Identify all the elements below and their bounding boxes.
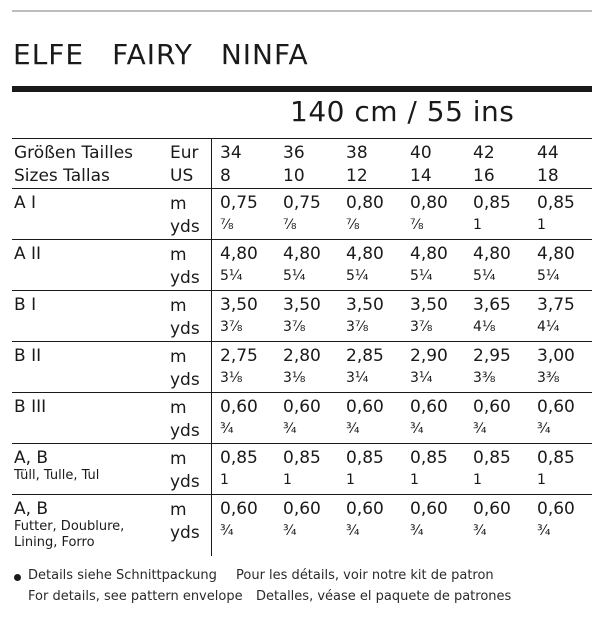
- metric-value: 2,95: [473, 346, 511, 366]
- unit-metric: m: [170, 296, 187, 316]
- fabric-label: Tüll, Tulle, Tul: [14, 468, 100, 483]
- metric-value: 4,80: [473, 244, 511, 264]
- imperial-value: ⅞: [220, 217, 234, 233]
- unit-imperial: yds: [170, 421, 200, 441]
- metric-value: 0,60: [346, 499, 384, 519]
- imperial-value: ¾: [283, 421, 297, 437]
- view-label: A II: [14, 244, 42, 264]
- imperial-value: ⅞: [283, 217, 297, 233]
- unit-imperial: yds: [170, 523, 200, 543]
- imperial-value: 4¼: [537, 319, 560, 335]
- metric-value: 0,60: [220, 499, 258, 519]
- unit-metric: m: [170, 245, 187, 265]
- title-en: FAIRY: [112, 38, 193, 71]
- imperial-value: 5¼: [537, 268, 560, 284]
- view-label: A, B: [14, 448, 49, 468]
- imperial-value: ¾: [220, 523, 234, 539]
- size-eur: 40: [410, 143, 432, 163]
- unit-imperial: yds: [170, 370, 200, 390]
- imperial-value: ¾: [473, 421, 487, 437]
- footer-es: Detalles, véase el paquete de patrones: [256, 589, 512, 604]
- metric-value: 0,60: [410, 397, 448, 417]
- row-divider: [12, 392, 592, 393]
- imperial-value: ¾: [410, 421, 424, 437]
- unit-metric: m: [170, 398, 187, 418]
- imperial-value: 3⅜: [473, 370, 496, 386]
- metric-value: 0,75: [220, 193, 258, 213]
- imperial-value: ¾: [220, 421, 234, 437]
- metric-value: 0,60: [283, 397, 321, 417]
- metric-value: 0,60: [283, 499, 321, 519]
- imperial-value: 3⅞: [346, 319, 369, 335]
- imperial-value: 5¼: [283, 268, 306, 284]
- imperial-value: ¾: [537, 523, 551, 539]
- metric-value: 4,80: [410, 244, 448, 264]
- unit-metric: m: [170, 500, 187, 520]
- imperial-value: 1: [410, 472, 419, 488]
- size-label-de-fr: Größen Tailles: [14, 143, 134, 163]
- metric-value: 0,60: [220, 397, 258, 417]
- metric-value: 0,85: [346, 448, 384, 468]
- size-us: 10: [283, 166, 305, 186]
- title-rule: [12, 86, 592, 92]
- unit-imperial: yds: [170, 268, 200, 288]
- imperial-value: 3⅞: [410, 319, 433, 335]
- metric-value: 3,50: [283, 295, 321, 315]
- size-system-us: US: [170, 166, 194, 186]
- unit-imperial: yds: [170, 319, 200, 339]
- unit-metric: m: [170, 347, 187, 367]
- metric-value: 4,80: [283, 244, 321, 264]
- size-eur: 42: [473, 143, 495, 163]
- imperial-value: 1: [220, 472, 229, 488]
- metric-value: 0,80: [410, 193, 448, 213]
- imperial-value: ¾: [473, 523, 487, 539]
- metric-value: 2,75: [220, 346, 258, 366]
- unit-metric: m: [170, 449, 187, 469]
- imperial-value: 5¼: [346, 268, 369, 284]
- metric-value: 0,85: [473, 193, 511, 213]
- metric-value: 0,85: [220, 448, 258, 468]
- footer-de: Details siehe Schnittpackung: [28, 568, 217, 583]
- metric-value: 3,50: [220, 295, 258, 315]
- imperial-value: 5¼: [473, 268, 496, 284]
- metric-value: 2,85: [346, 346, 384, 366]
- table-top-rule: [12, 138, 592, 139]
- view-label: B II: [14, 346, 42, 366]
- imperial-value: ¾: [410, 523, 424, 539]
- unit-metric: m: [170, 194, 187, 214]
- size-eur: 36: [283, 143, 305, 163]
- title-es: NINFA: [220, 38, 309, 71]
- imperial-value: 5¼: [220, 268, 243, 284]
- imperial-value: 3⅛: [220, 370, 243, 386]
- imperial-value: 3⅛: [283, 370, 306, 386]
- bullet-icon: [14, 574, 21, 581]
- size-eur: 34: [220, 143, 242, 163]
- row-divider: [12, 443, 592, 444]
- imperial-value: 3⅜: [537, 370, 560, 386]
- imperial-value: 1: [537, 472, 546, 488]
- size-us: 16: [473, 166, 495, 186]
- imperial-value: ⅞: [346, 217, 360, 233]
- imperial-value: 3¼: [410, 370, 433, 386]
- imperial-value: ⅞: [410, 217, 424, 233]
- view-label: B III: [14, 397, 47, 417]
- fabric-width: 140 cm / 55 ins: [290, 95, 515, 128]
- imperial-value: 3⅞: [283, 319, 306, 335]
- imperial-value: ¾: [346, 421, 360, 437]
- size-eur: 44: [537, 143, 559, 163]
- unit-imperial: yds: [170, 217, 200, 237]
- imperial-value: 5¼: [410, 268, 433, 284]
- metric-value: 4,80: [220, 244, 258, 264]
- imperial-value: 1: [346, 472, 355, 488]
- title-de: ELFE: [13, 38, 85, 71]
- metric-value: 0,60: [410, 499, 448, 519]
- row-divider: [12, 239, 592, 240]
- imperial-value: 1: [473, 472, 482, 488]
- metric-value: 0,60: [346, 397, 384, 417]
- row-divider: [12, 188, 592, 189]
- metric-value: 0,85: [473, 448, 511, 468]
- imperial-value: 1: [473, 217, 482, 233]
- size-us: 18: [537, 166, 559, 186]
- metric-value: 0,85: [537, 193, 575, 213]
- metric-value: 4,80: [537, 244, 575, 264]
- imperial-value: ¾: [346, 523, 360, 539]
- metric-value: 0,80: [346, 193, 384, 213]
- unit-imperial: yds: [170, 472, 200, 492]
- row-divider: [12, 341, 592, 342]
- imperial-value: 1: [283, 472, 292, 488]
- view-label: B I: [14, 295, 37, 315]
- imperial-value: ¾: [537, 421, 551, 437]
- metric-value: 3,75: [537, 295, 575, 315]
- metric-value: 0,60: [537, 499, 575, 519]
- imperial-value: 1: [537, 217, 546, 233]
- metric-value: 0,85: [537, 448, 575, 468]
- metric-value: 3,50: [410, 295, 448, 315]
- metric-value: 0,75: [283, 193, 321, 213]
- imperial-value: 3¼: [346, 370, 369, 386]
- row-divider: [12, 290, 592, 291]
- metric-value: 2,90: [410, 346, 448, 366]
- metric-value: 4,80: [346, 244, 384, 264]
- size-us: 14: [410, 166, 432, 186]
- size-us: 12: [346, 166, 368, 186]
- view-label: A I: [14, 193, 37, 213]
- top-rule: [12, 10, 592, 12]
- imperial-value: ¾: [283, 523, 297, 539]
- metric-value: 3,50: [346, 295, 384, 315]
- metric-value: 2,80: [283, 346, 321, 366]
- size-system-eur: Eur: [170, 143, 199, 163]
- metric-value: 0,60: [473, 397, 511, 417]
- metric-value: 3,00: [537, 346, 575, 366]
- fabric-label: Futter, Doublure, Lining, Forro: [14, 519, 125, 550]
- metric-value: 3,65: [473, 295, 511, 315]
- metric-value: 0,60: [473, 499, 511, 519]
- footer-en: For details, see pattern envelope: [28, 589, 243, 604]
- metric-value: 0,85: [410, 448, 448, 468]
- view-label: A, B: [14, 499, 49, 519]
- imperial-value: 3⅞: [220, 319, 243, 335]
- metric-value: 0,60: [537, 397, 575, 417]
- footer-fr: Pour les détails, voir notre kit de patron: [236, 568, 494, 583]
- size-label-en-es: Sizes Tallas: [14, 166, 110, 186]
- metric-value: 0,85: [283, 448, 321, 468]
- pattern-title: [13, 38, 309, 71]
- size-eur: 38: [346, 143, 368, 163]
- imperial-value: 4⅛: [473, 319, 496, 335]
- size-us: 8: [220, 166, 231, 186]
- row-divider: [12, 494, 592, 495]
